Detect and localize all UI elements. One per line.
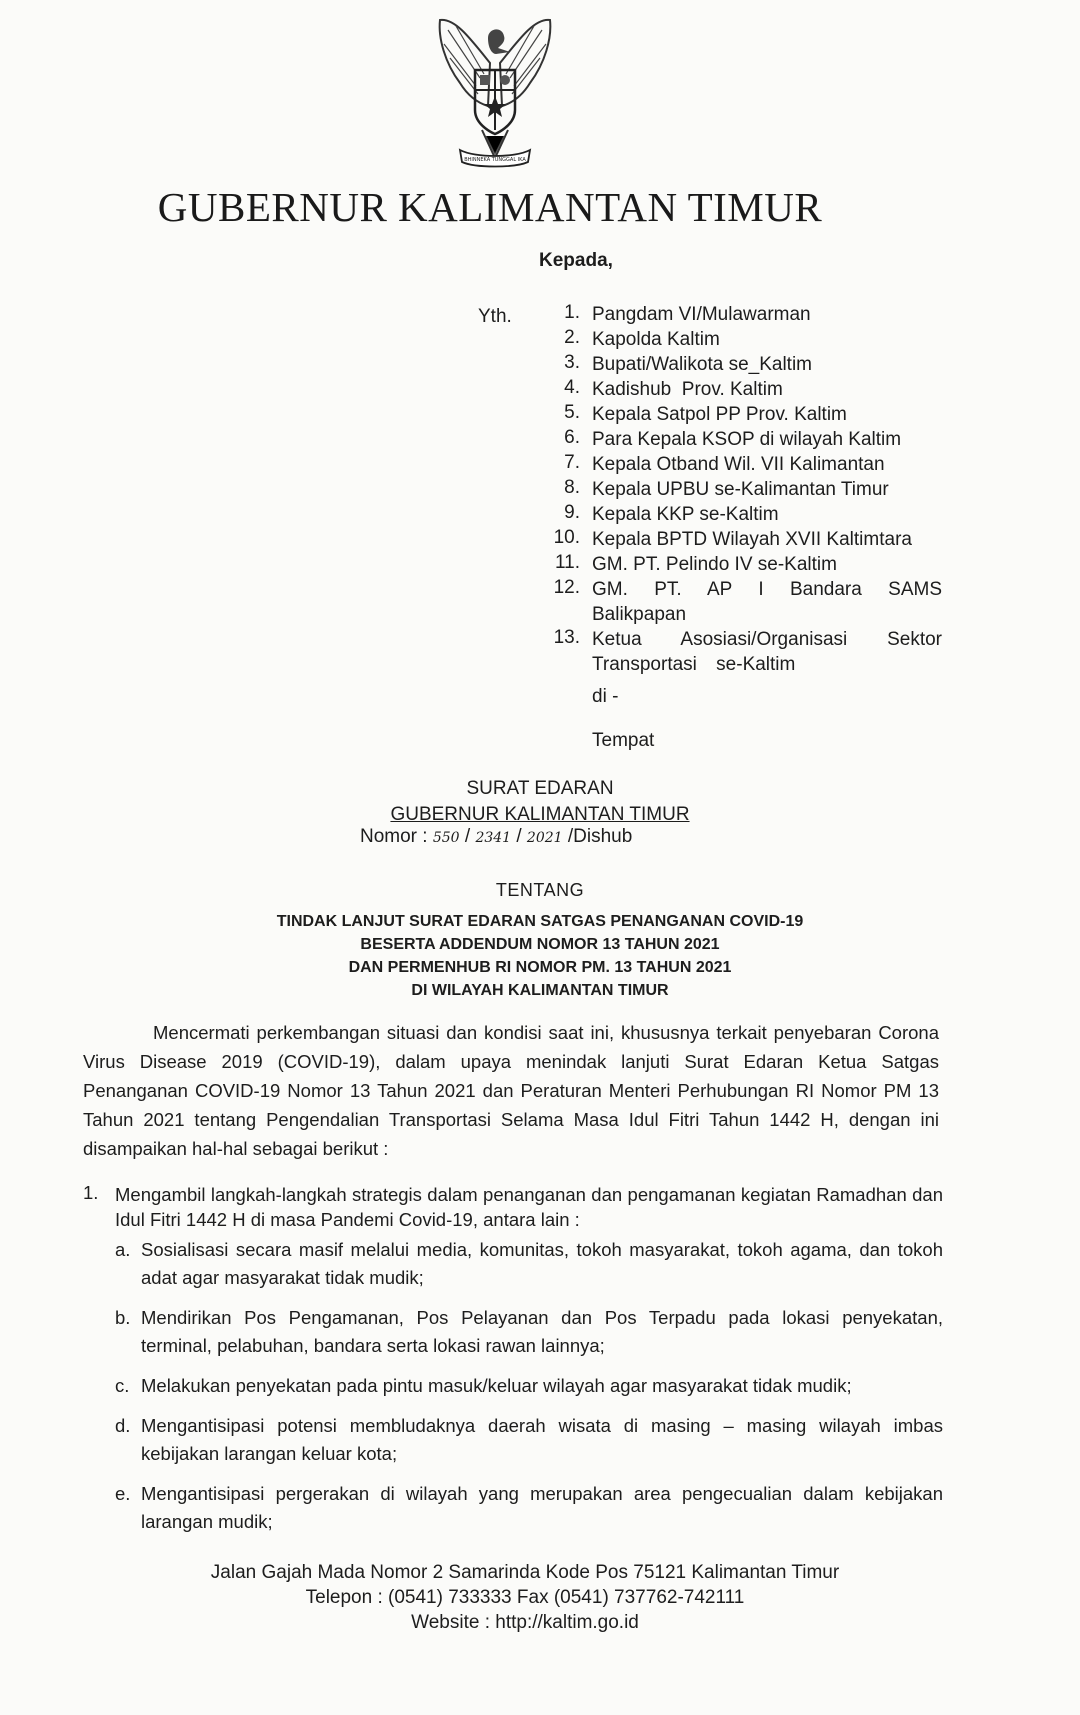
footer-website: Website : http://kaltim.go.id — [411, 1612, 639, 1633]
list-item: d. Mengantisipasi potensi membludaknya daerah wisata di masing – masing wilayah imbas kebijakan larangan keluar kota; — [115, 1415, 943, 1464]
list-item: 7. Kepala Otband Wil. VII Kalimantan — [564, 452, 885, 475]
list-item: 4. Kadishub Prov. Kaltim — [564, 377, 783, 400]
numbered-point: 1. Mengambil langkah-langkah strategis dalam penanganan dan pengamanan kegiatan Ramadhan dan Idul Fitri 1442 H di masa Pandemi Covid-19, antara lain : a. Sosialisasi secara masif melalui media, komunitas, tokoh masyarakat, tokoh agama, dan tokoh adat agar masyarakat tidak mudik; b. Mendirikan Pos Pengamanan, Pos Pelayanan dan Pos Terpadu pada lokasi penyekatan, terminal, pelabuhan, bandara serta lokasi rawan lainnya; c. Melakukan penyekatan pada pintu masuk/keluar wilayah agar masyarakat tidak mudik; d. Mengantisipasi potensi membludaknya daerah wisata di masing – masing wilayah imbas kebijakan larangan keluar kota; e. Mengantisipasi pergerakan di wilayah yang merupakan area pengecualian dalam kebijakan larangan mudik; — [83, 1182, 943, 1548]
list-item: 9. Kepala KKP se-Kaltim — [564, 502, 779, 525]
footer-phone: Telepon : (0541) 733333 Fax (0541) 737762-742111 — [305, 1587, 745, 1608]
reference-number: Nomor : 550 / 2341 / 2021 /Dishub — [360, 826, 633, 847]
list-item: 1. Pangdam VI/Mulawarman — [564, 302, 811, 325]
tempat-label: Tempat — [592, 730, 655, 751]
intro-paragraph: Mencermati perkembangan situasi dan kondisi saat ini, khususnya terkait penyebaran Corona Virus Disease 2019 (COVID-19), dalam upaya menindak lanjuti Surat Edaran Ketua Satgas Penanganan COVID-19 Nomor 13 Tahun 2021 dan Peraturan Menteri Perhubungan RI Nomor PM 13 Tahun 2021 tentang Pengendalian Transportasi Selama Masa Idul Fitri Tahun 1442 H, dengan ini disampaikan hal-hal sebagai berikut : — [83, 1022, 939, 1159]
recipient-list — [532, 302, 942, 677]
list-item: c. Melakukan penyekatan pada pintu masuk/keluar wilayah agar masyarakat tidak mudik; — [115, 1375, 852, 1396]
list-item: 12. GM. PT. AP I Bandara SAMS Balikpapan — [553, 577, 942, 625]
tentang-heading: TENTANG — [495, 880, 585, 900]
list-item: 11. GM. PT. Pelindo IV se-Kaltim — [554, 552, 837, 575]
subject-heading: TINDAK LANJUT SURAT EDARAN SATGAS PENANGANAN COVID-19 BESERTA ADDENDUM NOMOR 13 TAHUN 2021 DAN PERMENHUB RI NOMOR PM. 13 TAHUN 2021 DI WILAYAH KALIMANTAN TIMUR — [276, 913, 804, 999]
list-item: 5. Kepala Satpol PP Prov. Kaltim — [564, 402, 847, 425]
list-item: 8. Kepala UPBU se-Kalimantan Timur — [564, 477, 889, 500]
list-item: a. Sosialisasi secara masif melalui media, komunitas, tokoh masyarakat, tokoh agama, dan tokoh adat agar masyarakat tidak mudik; — [115, 1239, 943, 1288]
list-item: 3. Bupati/Walikota se_Kaltim — [564, 352, 813, 375]
letterhead-footer — [0, 1560, 1050, 1635]
page-title: GUBERNUR KALIMANTAN TIMUR — [157, 184, 823, 230]
svg-text:BHINNEKA TUNGGAL IKA: BHINNEKA TUNGGAL IKA — [464, 157, 526, 163]
salutation: Yth. — [478, 306, 512, 327]
list-item: e. Mengantisipasi pergerakan di wilayah yang merupakan area pengecualian dalam kebijakan larangan mudik; — [115, 1483, 943, 1532]
sub-point-list — [115, 1236, 943, 1536]
addressee-heading: Kepada, — [539, 250, 613, 271]
list-item: 2. Kapolda Kaltim — [564, 327, 720, 350]
list-item: 6. Para Kepala KSOP di wilayah Kaltim — [564, 427, 902, 450]
circular-subtitle: GUBERNUR KALIMANTAN TIMUR — [390, 804, 690, 825]
garuda-emblem-icon — [420, 8, 570, 178]
circular-title: SURAT EDARAN — [466, 778, 614, 799]
footer-address: Jalan Gajah Mada Nomor 2 Samarinda Kode Pos 75121 Kalimantan Timur — [210, 1562, 840, 1583]
list-item: 13. Ketua Asosiasi/Organisasi Sektor Transportasi se-Kaltim — [553, 627, 942, 675]
list-item: 10. Kepala BPTD Wilayah XVII Kaltimtara — [553, 527, 912, 550]
list-item: b. Mendirikan Pos Pengamanan, Pos Pelayanan dan Pos Terpadu pada lokasi penyekatan, terminal, pelabuhan, bandara serta lokasi rawan lainnya; — [115, 1307, 943, 1356]
di-label: di - — [592, 686, 619, 707]
